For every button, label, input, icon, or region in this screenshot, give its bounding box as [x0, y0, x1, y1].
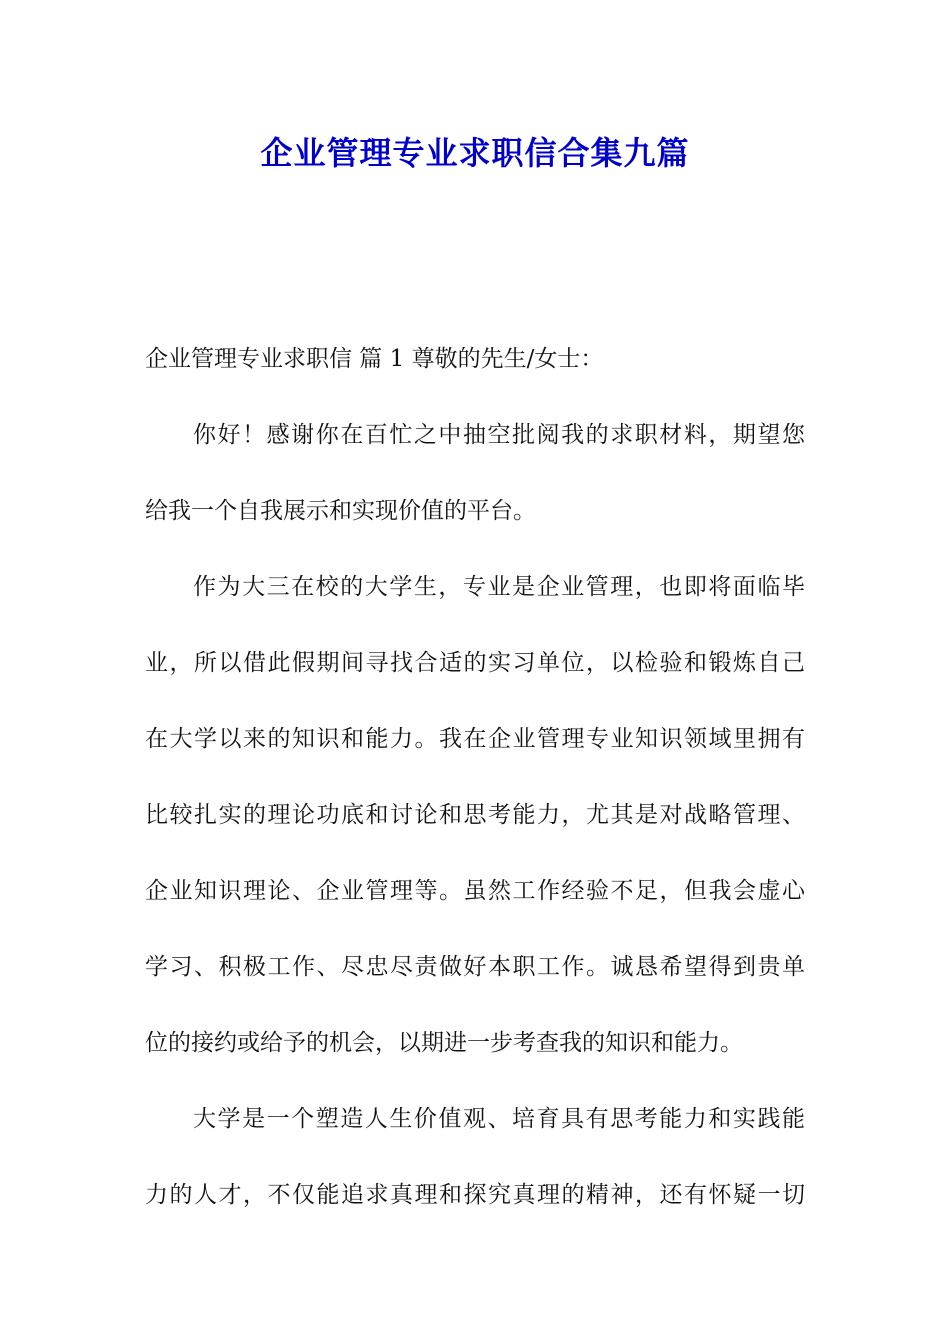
- paragraph-line: 大学是一个塑造人生价值观、培育具有思考能力和实践能: [193, 1106, 805, 1132]
- paragraph-line: 力的人才，不仅能追求真理和探究真理的精神，还有怀疑一切: [145, 1182, 805, 1208]
- paragraph-line: 你好！感谢你在百忙之中抽空批阅我的求职材料，期望您: [193, 422, 805, 448]
- salutation-line: 企业管理专业求职信 篇 1 尊敬的先生/女士：: [145, 346, 604, 372]
- paragraph-line: 比较扎实的理论功底和讨论和思考能力，尤其是对战略管理、: [145, 802, 805, 828]
- document-body: [145, 340, 805, 1252]
- paragraph-line: 位的接约或给予的机会，以期进一步考查我的知识和能力。: [145, 1030, 743, 1056]
- paragraph-line: 企业知识理论、企业管理等。虽然工作经验不足，但我会虚心: [145, 878, 805, 904]
- paragraph-line: 给我一个自我展示和实现价值的平台。: [145, 498, 536, 524]
- paragraph-line: 业，所以借此假期间寻找合适的实习单位，以检验和锻炼自己: [145, 650, 805, 676]
- paragraph-line: 在大学以来的知识和能力。我在企业管理专业知识领域里拥有: [145, 726, 805, 752]
- paragraph-line: 学习、积极工作、尽忠尽责做好本职工作。诚恳希望得到贵单: [145, 954, 805, 980]
- paragraph-line: 作为大三在校的大学生，专业是企业管理，也即将面临毕: [193, 574, 805, 600]
- document-title: 企业管理专业求职信合集九篇: [260, 134, 690, 172]
